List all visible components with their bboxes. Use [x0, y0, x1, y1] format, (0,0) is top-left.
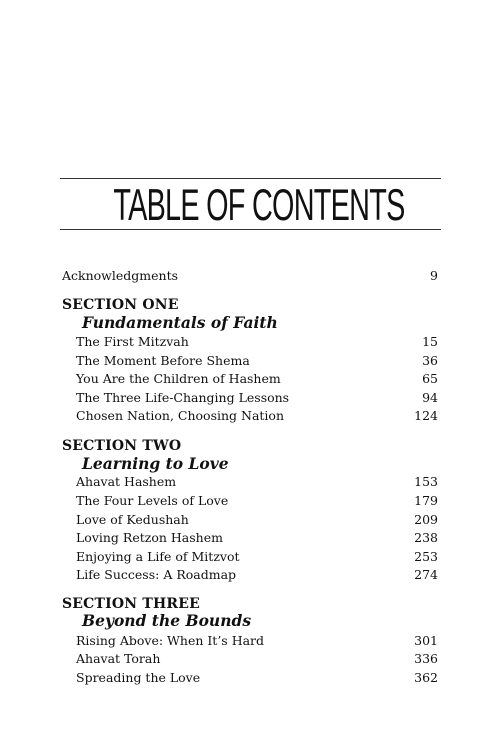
toc-entry-title: The Moment Before Shema [76, 353, 250, 368]
toc-entry-title: Life Success: A Roadmap [76, 567, 237, 582]
section-heading: SECTION THREE [62, 596, 200, 612]
toc-entry-page: 209 [414, 512, 438, 527]
toc-entry [62, 267, 438, 285]
section-heading: SECTION ONE [62, 297, 179, 313]
toc-entry [76, 407, 438, 425]
toc-entry-page: 362 [414, 670, 438, 685]
toc-entry-title: You Are the Children of Hashem [76, 371, 281, 386]
toc-entry [76, 529, 438, 547]
section-heading: SECTION TWO [62, 438, 182, 454]
section-subtitle: Fundamentals of Faith [82, 313, 278, 332]
toc-entry-title: Ahavat Torah [76, 651, 161, 666]
toc-entry [76, 650, 438, 668]
toc-entry-title: The Three Life-Changing Lessons [76, 390, 290, 405]
toc-entry-page: 124 [414, 408, 438, 423]
toc-entry-title: Ahavat Hashem [76, 474, 177, 489]
toc-entry [76, 389, 438, 407]
toc-entry-page: 238 [414, 530, 438, 545]
toc-entry-title: Loving Retzon Hashem [76, 530, 223, 545]
toc-entry-title: Acknowledgments [62, 268, 179, 283]
page-title: TABLE OF CONTENTS [113, 181, 405, 231]
toc-entry [76, 669, 438, 687]
title-block [60, 178, 441, 230]
toc-entry-page: 9 [430, 268, 438, 283]
toc-entry-page: 274 [414, 567, 438, 582]
toc-entry [76, 566, 438, 584]
toc-entry-page: 36 [422, 353, 438, 368]
toc-entry-title: Love of Kedushah [76, 512, 189, 527]
toc-entry-page: 301 [414, 633, 438, 648]
toc-entry [76, 473, 438, 491]
toc-entry-page: 94 [422, 390, 438, 405]
toc-entry-title: The First Mitzvah [76, 334, 189, 349]
section-subtitle: Beyond the Bounds [82, 611, 252, 630]
toc-entry [76, 511, 438, 529]
section-subtitle: Learning to Love [82, 454, 229, 473]
toc-entry-page: 253 [414, 549, 438, 564]
toc-entry-title: Rising Above: When It’s Hard [76, 633, 265, 648]
toc-entry [76, 333, 438, 351]
toc-entry-title: Spreading the Love [76, 670, 201, 685]
toc-entry-page: 179 [414, 493, 438, 508]
toc-entry [76, 548, 438, 566]
toc-entry [76, 632, 438, 650]
toc-entry [76, 492, 438, 510]
toc-entry [76, 370, 438, 388]
toc-entry-title: Enjoying a Life of Mitzvot [76, 549, 240, 564]
toc-entry-page: 15 [422, 334, 438, 349]
toc-entry-page: 153 [414, 474, 438, 489]
toc-entry-page: 65 [422, 371, 438, 386]
toc-entry [76, 352, 438, 370]
toc-entry-title: Chosen Nation, Choosing Nation [76, 408, 285, 423]
toc-entry-page: 336 [414, 651, 438, 666]
toc-entry-title: The Four Levels of Love [76, 493, 229, 508]
